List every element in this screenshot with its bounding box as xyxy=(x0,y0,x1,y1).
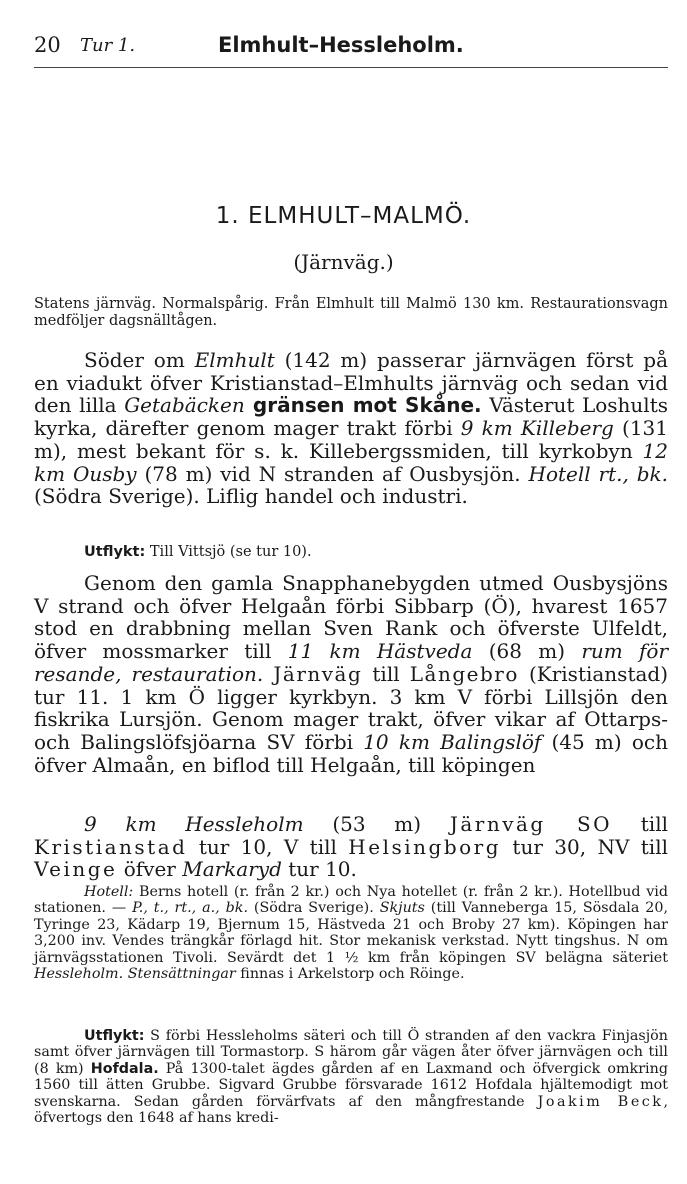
text: Västerut Loshults kyrka, därefter genom mager trakt förbi xyxy=(34,393,668,441)
place-markaryd: Markaryd xyxy=(182,857,282,882)
text: På 1300-talet ägdes gården af en Laxmand och öfvergick omkring 1560 till ätten Grubbe. Sigvard Grubbe försvarade 1612 Hofdala hjältemodigt mot svenskarna. Sedan gården förvärfvats af den mångfrestande xyxy=(34,1060,668,1110)
place-langebro: Långebro xyxy=(409,661,519,686)
tour-label: Tur 1. xyxy=(80,35,136,56)
excursion-vittsjo xyxy=(34,543,668,561)
notes-hessleholm xyxy=(34,884,668,982)
place-veinge: Veinge xyxy=(34,857,118,882)
text: (78 m) vid N stranden af Ousbysjön. xyxy=(136,461,529,486)
excursion-label: Utflykt: xyxy=(84,1028,145,1044)
intro-paragraph: Statens järnväg. Normalspårig. Från Elmhult till Malmö 130 km. Restaurationsvagn medföljer dagsnälltågen. xyxy=(34,296,668,329)
text: tur 10, V till xyxy=(187,834,349,859)
text: tur 10. xyxy=(281,857,357,882)
railway-so: Järnväg SO xyxy=(449,812,613,836)
place-kristianstad: Kristianstad xyxy=(34,834,188,859)
paragraph-hessleholm xyxy=(34,813,668,881)
text: Till Vittsjö (se tur 10). xyxy=(145,544,312,560)
text: Berns hotell (r. från 2 kr.) och Nya hotellet (r. från 2 kr.). Hotellbud vid stationen. — xyxy=(34,884,668,917)
place-getabacken: Getabäcken xyxy=(124,393,245,418)
text: tur 30, NV till xyxy=(501,834,668,859)
excursion-label: Utflykt: xyxy=(84,544,146,560)
text: (53 m) xyxy=(303,812,450,836)
border-skane: gränsen mot Skåne. xyxy=(244,393,482,418)
skjuts-label: Skjuts xyxy=(379,900,425,917)
paragraph-elmhult xyxy=(34,349,668,508)
person-joakim-beck: Joakim Beck xyxy=(537,1093,664,1110)
text: (Södra Sverige). xyxy=(248,900,380,917)
inn-note: rum för resande, restauration. xyxy=(34,639,669,686)
hotel-label: Hotell: xyxy=(84,884,134,900)
text xyxy=(263,662,273,686)
excursion-hofdala xyxy=(34,1028,668,1126)
hotel-note: Hotell rt., bk. xyxy=(528,461,668,486)
stone-settings: Stensättningar xyxy=(127,966,236,983)
text: (Kristianstad) tur 11. 1 km Ö ligger kyrkbyn. 3 km V förbi Lillsjön den fiskrika Lursjön. Genom mager trakt, öfver vikar af Ottarps- och Balingslöfsjöarna SV förbi xyxy=(34,661,669,754)
header-rule xyxy=(34,67,668,68)
running-header xyxy=(34,33,674,63)
place-elmhult: Elmhult xyxy=(194,348,275,372)
text: öfver xyxy=(117,857,183,882)
estate-hessleholm: Hessleholm. xyxy=(34,966,124,983)
page-number: 20 xyxy=(34,33,61,57)
text: till xyxy=(612,812,669,836)
place-helsingborg: Helsingborg xyxy=(348,834,502,859)
text: S förbi Hessleholms säteri och till Ö stranden af den vackra Finjasjön samt öfver järnvägen till Tormastorp. S härom går vägen åter öfver järnvägen och till (8 km) xyxy=(34,1028,668,1077)
text: (68 m) xyxy=(472,639,582,664)
services-abbrev: P., t., rt., a., bk. xyxy=(132,900,248,917)
paragraph-hastveda xyxy=(34,572,668,776)
section-title: 1. ELMHULT–MALMÖ. xyxy=(215,203,472,229)
text: (Södra Sverige). Liflig handel och industri. xyxy=(34,484,468,509)
text: Söder om xyxy=(84,348,195,372)
text: finnas i Arkelstorp och Röinge. xyxy=(235,966,465,983)
section-subtitle: (Järnväg.) xyxy=(293,250,394,274)
header-title: Elmhult–Hessleholm. xyxy=(218,33,464,57)
place-hessleholm: 9 km Hessleholm xyxy=(84,812,304,836)
place-hofdala: Hofdala. xyxy=(90,1060,159,1077)
place-killeberg: 9 km Killeberg xyxy=(460,416,614,441)
text: till xyxy=(362,661,410,686)
text: , öfvertogs den 1648 af hans kredi- xyxy=(34,1093,668,1127)
place-hastveda: 11 km Hästveda xyxy=(287,639,473,664)
text: (till Vanneberga 15, Sösdala 20, Tyringe 23, Kädarp 19, Bjernum 15, Hästveda 21 och Broby 27 km). Köpingen har 3,200 inv. Vendes trängkår förlagd hit. Stor mekanisk verkstad. Nytt tingshus. N om järnvägsstationen Tivoli. Sevärdt det 1 ½ km från köpingen SV belägna säteriet xyxy=(34,900,668,966)
text: (142 m) passerar järnvägen först på en viadukt öfver Kristianstad–Elmhults järnväg och sedan vid den lilla xyxy=(34,348,668,418)
place-balingslof: 10 km Balingslöf xyxy=(363,729,542,754)
text: (131 m), mest bekant för s. k. Killebergssmiden, till kyrkobyn xyxy=(34,416,668,463)
railway-label: Järnväg xyxy=(273,661,363,686)
place-ousby: 12 km Ousby xyxy=(34,438,668,486)
text: (45 m) och öfver Almaån, en biflod till Helgaån, till köpingen xyxy=(34,729,669,777)
text: Genom den gamla Snapphanebygden utmed Ousbysjöns V strand och öfver Helgaån förbi Sibbarp (Ö), hvarest 1657 stod en drabbning mellan Sven Rank och öfverste Ulfeldt, öfver mossmarker till xyxy=(34,571,668,664)
